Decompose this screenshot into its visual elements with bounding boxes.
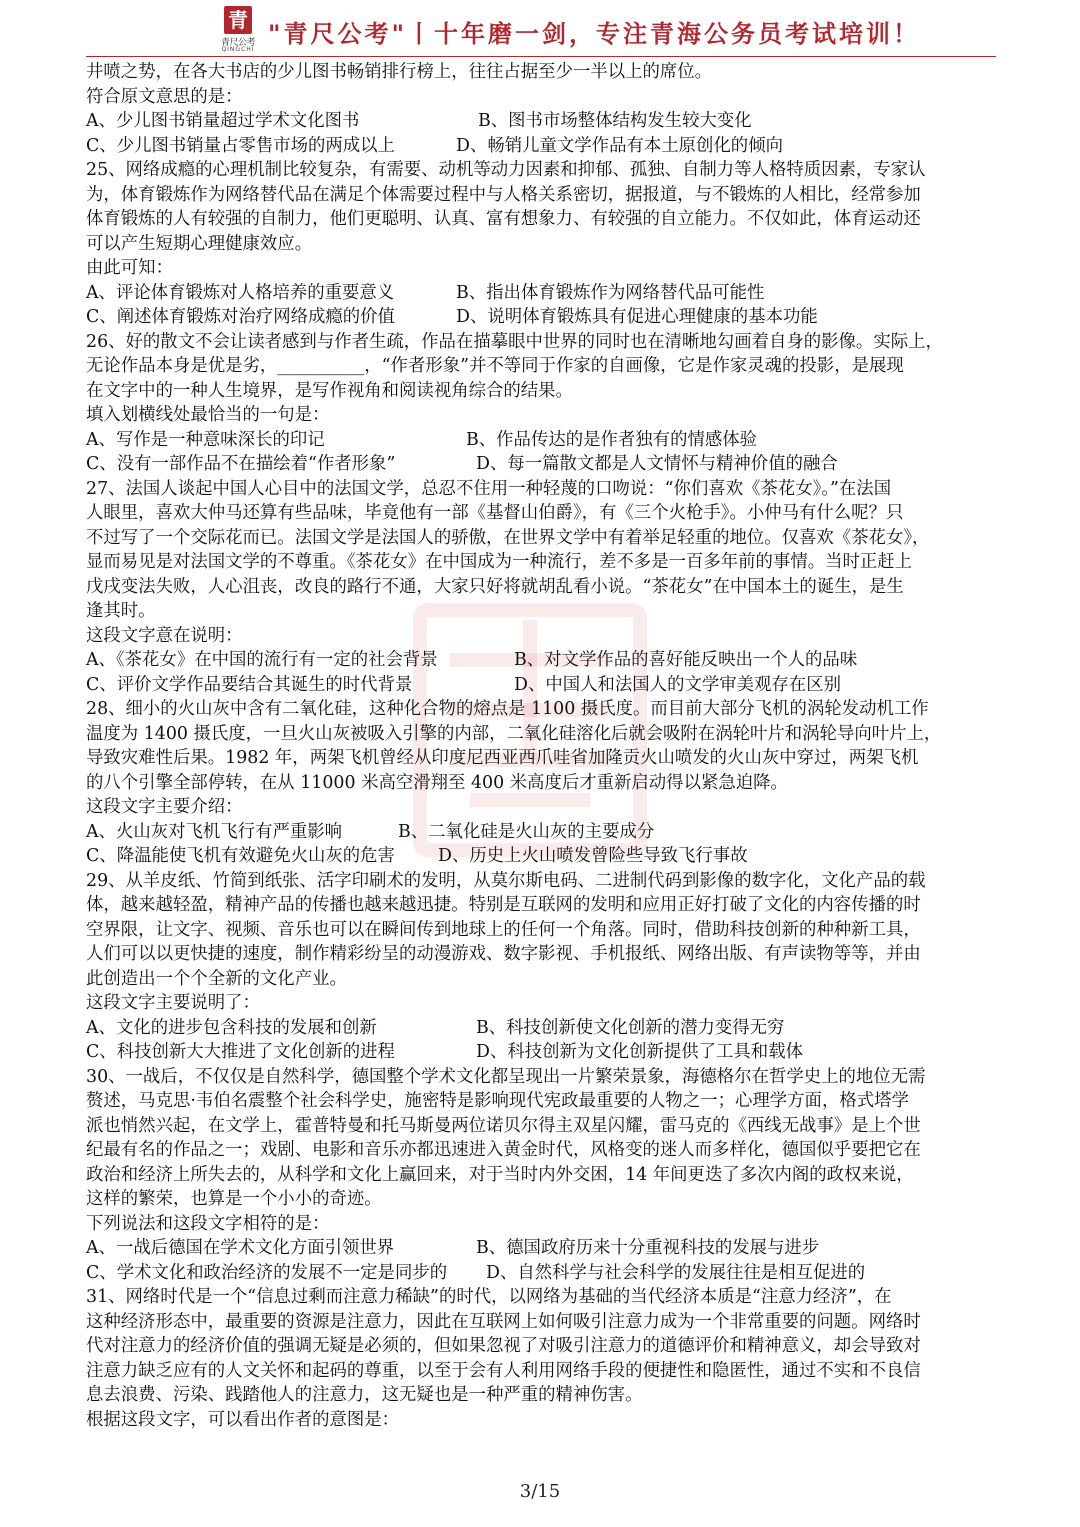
q26-line-2: 无论作品本身是优是劣，__________，“作者形象”并不等同于作家的自画像，它是作家灵魂的投影，是展现 xyxy=(86,356,904,376)
q27-options-row-2 xyxy=(86,673,998,698)
q30-option-c: C、学术文化和政治经济的发展不一定是同步的 xyxy=(86,1262,448,1283)
q29-option-b: B、科技创新使文化创新的潜力变得无穷 xyxy=(476,1017,785,1038)
q29-options-row-2 xyxy=(86,1040,998,1065)
q28-option-a: A、火山灰对飞机飞行有严重影响 xyxy=(86,821,343,842)
q30-line-6: 这样的繁荣，也算是一个小小的奇迹。 xyxy=(86,1189,382,1209)
q27-line-4: 显而易见是对法国文学的不尊重。《茶花女》在中国成为一种流行，差不多是一百多年前的事情。当时正赶上 xyxy=(86,552,913,572)
q25-line-2: 为，体育锻炼作为网络替代品在满足个体需要过程中与人格关系密切，据报道，与不锻炼的人相比，经常参加 xyxy=(86,184,921,205)
q29-option-a: A、文化的进步包含科技的发展和创新 xyxy=(86,1017,377,1038)
q28-line-3: 导致灾难性后果。1982 年，两架飞机曾经从印度尼西亚西爪哇省加隆贡火山喷发的火山灰中穿过，两架飞机 xyxy=(86,748,919,768)
q30-options-row-1 xyxy=(86,1236,998,1261)
header-divider xyxy=(86,56,996,57)
q27-option-c: C、评价文学作品要结合其诞生的时代背景 xyxy=(86,674,413,695)
q28-option-c: C、降温能使飞机有效避免火山灰的危害 xyxy=(86,846,395,866)
q25-option-d: D、说明体育锻炼具有促进心理健康的基本功能 xyxy=(456,307,818,327)
q24-option-a: A、少儿图书销量超过学术文化图书 xyxy=(86,111,360,131)
q29-line-4: 人们可以以更快捷的速度，制作精彩纷呈的动漫游戏、数字影视、手机报纸、网络出版、有声读物等等，并由 xyxy=(86,944,921,964)
q29-line-5: 此创造出一个个全新的文化产业。 xyxy=(86,968,347,989)
q29-options-row-1 xyxy=(86,1016,998,1041)
q26-options-row-1 xyxy=(86,428,998,453)
q26-option-b: B、作品传达的是作者独有的情感体验 xyxy=(466,429,758,450)
q28-options-row-2 xyxy=(86,844,998,869)
q26-option-d: D、每一篇散文都是人文情怀与精神价值的融合 xyxy=(476,454,838,474)
q30-option-b: B、德国政府历来十分重视科技的发展与进步 xyxy=(476,1238,820,1258)
q27-prompt: 这段文字意在说明： xyxy=(86,625,243,646)
q25-options-row-1 xyxy=(86,281,998,306)
q31-line-1: 31、网络时代是一个“信息过剩而注意力稀缺”的时代，以网络为基础的当代经济本质是“注意力经济”，在 xyxy=(86,1287,892,1307)
q24-prompt: 符合原文意思的是： xyxy=(86,86,243,107)
q26-option-c: C、没有一部作品不在描绘着“作者形象” xyxy=(86,454,396,474)
q26-option-a: A、写作是一种意味深长的印记 xyxy=(86,429,325,450)
page-header xyxy=(0,0,1080,62)
q28-options-row-1 xyxy=(86,820,998,845)
q25-line-4: 可以产生短期心理健康效应。 xyxy=(86,233,313,254)
q25-option-c: C、阐述体育锻炼对治疗网络成瘾的价值 xyxy=(86,307,395,327)
q31-line-5: 息去浪费、污染、践踏他人的注意力，这无疑也是一种严重的精神伤害。 xyxy=(86,1385,643,1405)
q29-option-c: C、科技创新大大推进了文化创新的进程 xyxy=(86,1042,395,1062)
q29-line-3: 空界限，让文字、视频、音乐也可以在瞬间传到地球上的任何一个角落。同时，借助科技创新的种种新工具， xyxy=(86,919,921,940)
q26-prompt: 填入划横线处最恰当的一句是： xyxy=(86,405,330,425)
q31-line-4: 注意力缺乏应有的人文关怀和起码的尊重，以至于会有人利用网络手段的便捷性和隐匿性，通过不实和不良信 xyxy=(86,1360,921,1381)
q28-line-2: 温度为 1400 摄氏度，一旦火山灰被吸入引擎的内部，二氧化硅溶化后就会吸附在涡轮叶片和涡轮导向叶片上， xyxy=(86,723,942,744)
q29-line-1: 29、从羊皮纸、竹简到纸张、活字印刷术的发明，从莫尔斯电码、二进制代码到影像的数字化，文化产品的载 xyxy=(86,870,926,891)
q25-option-b: B、指出体育锻炼作为网络替代品可能性 xyxy=(456,282,765,303)
header-slogan: "青尺公考"丨十年磨一剑，专注青海公务员考试培训！ xyxy=(268,20,921,48)
q26-line-1: 26、好的散文不会让读者感到与作者生疏，作品在描摹眼中世界的同时也在清晰地勾画着自身的影像。实际上， xyxy=(86,331,943,352)
q30-option-d: D、自然科学与社会科学的发展往往是相互促进的 xyxy=(486,1262,866,1283)
page-number: 3/15 xyxy=(519,1481,561,1502)
q31-line-3: 代对注意力的经济价值的强调无疑是必须的，但如果忽视了对吸引注意力的道德评价和精神意义，却会导致对 xyxy=(86,1336,921,1356)
q28-line-1: 28、细小的火山灰中含有二氧化硅，这种化合物的熔点是 1100 摄氏度。而目前大部分飞机的涡轮发动机工作 xyxy=(86,699,929,719)
q30-line-3: 派也悄然兴起，在文学上，霍普特曼和托马斯曼两位诺贝尔得主双星闪耀，雷马克的《西线无战事》是上个世 xyxy=(86,1115,921,1136)
q27-line-2: 人眼里，喜欢大仲马还算有些品味，毕竟他有一部《基督山伯爵》，有《三个火枪手》。小仲马有什么呢？只 xyxy=(86,503,904,523)
q28-line-4: 的八个引擎全部停转，在从 11000 米高空滑翔至 400 米高度后才重新启动得以紧急迫降。 xyxy=(86,772,788,793)
q25-prompt: 由此可知： xyxy=(86,258,173,278)
q28-prompt: 这段文字主要介绍： xyxy=(86,797,243,817)
q27-option-a: A、《茶花女》在中国的流行有一定的社会背景 xyxy=(86,650,438,670)
q27-line-3: 不过写了一个交际花而已。法国文学是法国人的骄傲，在世界文学中有着举足轻重的地位。仅喜欢《茶花女》， xyxy=(86,527,930,548)
q27-line-6: 逢其时。 xyxy=(86,601,156,621)
q26-line-3: 在文字中的一种人生境界，是写作视角和阅读视角综合的结果。 xyxy=(86,380,573,401)
q30-line-2: 赘述，马克思·韦伯名震整个社会科学史，施密特是影响现代宪政最重要的人物之一；心理学方面，格式塔学 xyxy=(86,1091,909,1111)
q30-options-row-2 xyxy=(86,1261,998,1286)
q25-option-a: A、评论体育锻炼对人格培养的重要意义 xyxy=(86,282,395,303)
q27-line-1: 27、法国人谈起中国人心目中的法国文学，总忍不住用一种轻蔑的口吻说：“你们喜欢《茶花女》。”在法国 xyxy=(86,478,892,499)
brand-logo xyxy=(214,6,262,54)
q27-options-row-1 xyxy=(86,648,998,673)
q30-line-4: 纪最有名的作品之一；戏剧、电影和音乐亦都迅速进入黄金时代，风格变的迷人而多样化，德国似乎要把它在 xyxy=(86,1140,921,1160)
q24-option-b: B、图书市场整体结构发生较大变化 xyxy=(478,111,752,131)
q29-option-d: D、科技创新为文化创新提供了工具和载体 xyxy=(476,1042,803,1062)
q24-text-tail: 井喷之势，在各大书店的少儿图书畅销排行榜上，往往占据至少一半以上的席位。 xyxy=(86,62,713,82)
q27-option-b: B、对文学作品的喜好能反映出一个人的品味 xyxy=(514,650,858,670)
logo-mark: 青 xyxy=(224,6,252,34)
q25-line-1: 25、网络成瘾的心理机制比较复杂，有需要、动机等动力因素和抑郁、孤独、自制力等人格特质因素，专家认 xyxy=(86,160,926,180)
document-body xyxy=(86,60,998,1432)
q28-option-d: D、历史上火山喷发曾险些导致飞行事故 xyxy=(438,846,748,866)
q25-options-row-2 xyxy=(86,305,998,330)
q30-option-a: A、一战后德国在学术文化方面引领世界 xyxy=(86,1238,395,1258)
q26-options-row-2 xyxy=(86,452,998,477)
q30-line-1: 30、一战后，不仅仅是自然科学，德国整个学术文化都呈现出一片繁荣景象，海德格尔在哲学史上的地位无需 xyxy=(86,1066,926,1087)
q31-prompt: 根据这段文字，可以看出作者的意图是： xyxy=(86,1409,400,1430)
q24-options-row-2 xyxy=(86,134,998,159)
q31-line-2: 这种经济形态中，最重要的资源是注意力，因此在互联网上如何吸引注意力成为一个非常重要的问题。网络时 xyxy=(86,1311,921,1332)
q28-option-b: B、二氧化硅是火山灰的主要成分 xyxy=(398,821,655,842)
q25-line-3: 体育锻炼的人有较强的自制力，他们更聪明、认真、富有想象力、有较强的自立能力。不仅如此，体育运动还 xyxy=(86,209,921,229)
q30-prompt: 下列说法和这段文字相符的是： xyxy=(86,1213,330,1234)
q24-option-d: D、畅销儿童文学作品有本土原创化的倾向 xyxy=(456,135,783,156)
q29-line-2: 体，越来越轻盈，精神产品的传播也越来越迅捷。特别是互联网的发明和应用正好打破了文化的内容传播的时 xyxy=(86,895,921,915)
q27-option-d: D、中国人和法国人的文学审美观存在区别 xyxy=(514,674,841,695)
q30-line-5: 政治和经济上所失去的，从科学和文化上赢回来，对于当时内外交困，14 年间更迭了多次内阁的政权来说， xyxy=(86,1164,914,1185)
logo-name: 青尺公考 xyxy=(220,38,255,48)
q27-line-5: 戊戌变法失败，人心沮丧，改良的路行不通，大家只好将就胡乱看小说。“茶花女”在中国本土的诞生，是生 xyxy=(86,576,904,597)
q29-prompt: 这段文字主要说明了： xyxy=(86,993,260,1013)
q24-options-row-1 xyxy=(86,109,998,134)
q24-option-c: C、少儿图书销量占零售市场的两成以上 xyxy=(86,135,395,156)
logo-pinyin: QINGCHI xyxy=(221,46,255,53)
